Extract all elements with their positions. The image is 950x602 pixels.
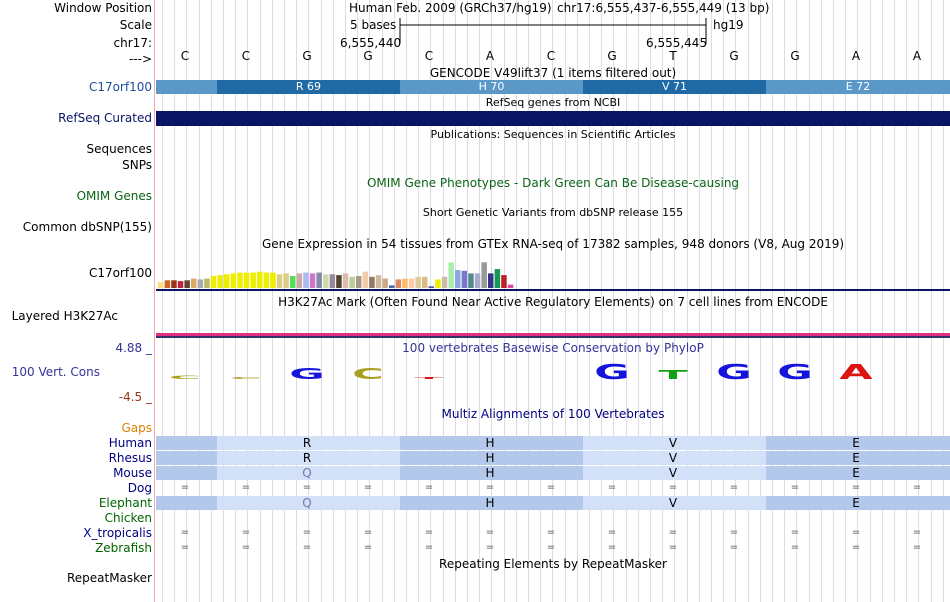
alignment-aa: Q xyxy=(302,496,312,510)
alignment-eq: = xyxy=(668,482,678,493)
base-letter: C xyxy=(241,49,251,63)
base-letter: T xyxy=(669,49,677,63)
alignment-aa: Q xyxy=(302,466,312,480)
base-letter: C xyxy=(424,49,434,63)
gtex-tissue-bar[interactable] xyxy=(481,262,487,288)
cons-logo-letter: T xyxy=(658,368,688,383)
cons-track-label[interactable]: 100 Vert. Cons xyxy=(11,365,100,379)
alignment-eq: = xyxy=(851,542,861,553)
alignment-eq: = xyxy=(241,527,251,538)
gtex-tissue-bar[interactable] xyxy=(462,271,468,288)
species-label[interactable]: Rhesus xyxy=(108,451,152,465)
alignment-block xyxy=(156,451,217,465)
snps-track-label[interactable]: SNPs xyxy=(122,158,152,172)
multiz-track-title: Multiz Alignments of 100 Vertebrates xyxy=(441,407,665,421)
refseq-track-label[interactable]: RefSeq Curated xyxy=(58,111,152,125)
gtex-tissue-bar[interactable] xyxy=(468,273,474,288)
gtex-bar-chart[interactable] xyxy=(156,250,950,292)
gtex-tissue-bar[interactable] xyxy=(356,276,362,288)
cons-track-title: 100 vertebrates Basewise Conservation by PhyloP xyxy=(402,341,704,355)
refseq-track-title: RefSeq genes from NCBI xyxy=(485,96,621,109)
cons-logo-letter: C xyxy=(230,376,262,380)
alignment-row[interactable] xyxy=(156,541,950,555)
gtex-tissue-bar[interactable] xyxy=(264,273,270,288)
gencode-track-label[interactable]: C17orf100 xyxy=(88,80,152,94)
window-position-label: Window Position xyxy=(54,1,152,15)
coord-right: 6,555,445 xyxy=(646,36,708,50)
scale-label: Scale xyxy=(119,18,152,32)
species-label[interactable]: Zebrafish xyxy=(95,541,152,555)
alignment-eq: = xyxy=(607,482,617,493)
gtex-tissue-bar[interactable] xyxy=(217,275,223,288)
db-name: hg19 xyxy=(713,18,744,32)
gtex-tissue-bar[interactable] xyxy=(495,269,501,288)
gtex-tissue-bar[interactable] xyxy=(158,282,164,288)
cons-logo-letter: G xyxy=(594,360,630,384)
alignment-eq: = xyxy=(363,527,373,538)
repeatmasker-track-label[interactable]: RepeatMasker xyxy=(66,571,152,585)
gtex-tissue-bar[interactable] xyxy=(336,275,342,288)
alignment-eq: = xyxy=(790,482,800,493)
alignment-eq: = xyxy=(851,482,861,493)
alignment-eq: = xyxy=(424,542,434,553)
strand-arrow-label: ---> xyxy=(128,52,152,66)
gencode-track-title: GENCODE V49lift37 (1 items filtered out) xyxy=(429,66,677,80)
alignment-eq: = xyxy=(729,542,739,553)
alignment-aa: H xyxy=(485,451,495,465)
gtex-tissue-bar[interactable] xyxy=(204,279,210,288)
gtex-tissue-bar[interactable] xyxy=(501,275,507,288)
gtex-tissue-bar[interactable] xyxy=(211,276,217,288)
gtex-tissue-bar[interactable] xyxy=(198,279,204,288)
gtex-tissue-bar[interactable] xyxy=(244,273,250,288)
alignment-eq: = xyxy=(729,482,739,493)
gtex-tissue-bar[interactable] xyxy=(310,273,316,288)
gtex-tissue-bar[interactable] xyxy=(409,279,415,288)
gtex-tissue-bar[interactable] xyxy=(382,279,388,288)
alignment-eq: = xyxy=(851,527,861,538)
gtex-tissue-bar[interactable] xyxy=(178,281,184,288)
alignment-eq: = xyxy=(485,542,495,553)
base-letter: G xyxy=(302,49,312,63)
alignment-eq: = xyxy=(912,527,922,538)
chrom-label: chr17: xyxy=(113,36,152,50)
gtex-tissue-bar[interactable] xyxy=(435,279,441,288)
alignment-eq: = xyxy=(790,527,800,538)
cons-logo-letter: A xyxy=(839,360,873,384)
cons-logo-letter: T xyxy=(414,376,444,380)
alignment-aa: V xyxy=(668,466,678,480)
scale-bar-text: 5 bases xyxy=(350,18,397,32)
h3k27ac-baseline xyxy=(156,336,950,338)
position-readout: chr17:6,555,437-6,555,449 (13 bp) xyxy=(557,1,770,15)
base-letter: G xyxy=(607,49,617,63)
gtex-tissue-bar[interactable] xyxy=(290,276,296,288)
gtex-tissue-bar[interactable] xyxy=(508,285,514,288)
species-label[interactable]: X_tropicalis xyxy=(83,526,152,540)
gencode-codon[interactable] xyxy=(766,80,950,94)
base-letter: C xyxy=(546,49,556,63)
codon-label: R 69 xyxy=(295,80,322,93)
gtex-tissue-bar[interactable] xyxy=(429,286,435,288)
species-label[interactable]: Elephant xyxy=(98,496,152,510)
gtex-tissue-bar[interactable] xyxy=(389,285,395,288)
repeatmasker-track-title: Repeating Elements by RepeatMasker xyxy=(439,557,667,571)
track-data-area[interactable] xyxy=(156,0,950,602)
gtex-tissue-bar[interactable] xyxy=(415,277,421,288)
omim-track-title: OMIM Gene Phenotypes - Dark Green Can Be Disease-causing xyxy=(366,176,740,190)
cons-logo-letter: C xyxy=(352,364,384,383)
gtex-tissue-bar[interactable] xyxy=(184,280,190,288)
alignment-eq: = xyxy=(241,482,251,493)
gtex-tissue-bar[interactable] xyxy=(283,273,289,288)
alignment-eq: = xyxy=(668,527,678,538)
h3k27ac-track-title: H3K27Ac Mark (Often Found Near Active Regulatory Elements) on 7 cell lines from ENCODE xyxy=(278,295,828,309)
alignment-aa: H xyxy=(485,436,495,450)
alignment-eq: = xyxy=(607,542,617,553)
gtex-tissue-bar[interactable] xyxy=(448,262,454,288)
alignment-aa: V xyxy=(668,436,678,450)
gtex-tissue-bar[interactable] xyxy=(396,279,402,288)
cons-logo-letter: G xyxy=(716,360,752,384)
gtex-tissue-bar[interactable] xyxy=(369,277,375,288)
alignment-eq: = xyxy=(546,482,556,493)
alignment-eq: = xyxy=(180,482,190,493)
cons-logo-letter: G xyxy=(289,364,325,383)
omim-track-label[interactable]: OMIM Genes xyxy=(76,189,152,203)
gtex-tissue-bar[interactable] xyxy=(488,273,494,288)
species-label[interactable]: Chicken xyxy=(104,511,152,525)
h3k27ac-track-label[interactable]: Layered H3K27Ac xyxy=(11,309,118,323)
alignment-eq: = xyxy=(607,527,617,538)
dbsnp-track-label[interactable]: Common dbSNP(155) xyxy=(22,220,152,234)
alignment-row[interactable] xyxy=(156,511,950,525)
alignment-eq: = xyxy=(424,527,434,538)
gtex-tissue-bar[interactable] xyxy=(297,273,303,288)
alignment-row[interactable] xyxy=(156,526,950,540)
alignment-eq: = xyxy=(302,482,312,493)
gtex-tissue-bar[interactable] xyxy=(455,270,461,288)
alignment-aa: H xyxy=(485,496,495,510)
gencode-codon[interactable] xyxy=(217,80,400,94)
alignment-row[interactable] xyxy=(156,436,950,450)
alignment-aa: V xyxy=(668,451,678,465)
alignment-aa: H xyxy=(485,466,495,480)
base-letter: A xyxy=(485,49,495,63)
gtex-track-label[interactable]: C17orf100 xyxy=(88,266,152,280)
gtex-tissue-bar[interactable] xyxy=(402,279,408,288)
conservation-logo[interactable] xyxy=(156,355,950,405)
codon-label: H 70 xyxy=(478,80,505,93)
gencode-codon[interactable] xyxy=(400,80,583,94)
gtex-tissue-bar[interactable] xyxy=(363,272,369,288)
gtex-tissue-bar[interactable] xyxy=(475,273,481,288)
alignment-eq: = xyxy=(912,482,922,493)
gtex-tissue-bar[interactable] xyxy=(442,277,448,288)
gtex-tissue-bar[interactable] xyxy=(316,273,322,288)
refseq-gene-bar[interactable] xyxy=(156,111,950,126)
codon-label: V 71 xyxy=(661,80,688,93)
sequences-track-label[interactable]: Sequences xyxy=(86,142,152,156)
track-label-column xyxy=(0,0,154,602)
alignment-eq: = xyxy=(363,482,373,493)
gtex-tissue-bar[interactable] xyxy=(237,273,243,288)
dbsnp-track-title: Short Genetic Variants from dbSNP release 155 xyxy=(422,206,684,219)
codon-label: E 72 xyxy=(845,80,871,93)
alignment-row[interactable] xyxy=(156,466,950,480)
alignment-eq: = xyxy=(180,542,190,553)
alignment-eq: = xyxy=(241,542,251,553)
base-letter: A xyxy=(912,49,922,63)
publications-track-title: Publications: Sequences in Scientific Articles xyxy=(430,128,676,141)
assembly-title: Human Feb. 2009 (GRCh37/hg19) xyxy=(349,1,552,15)
gtex-tissue-bar[interactable] xyxy=(257,272,263,288)
gtex-tissue-bar[interactable] xyxy=(422,277,428,288)
alignment-block xyxy=(156,496,217,510)
label-divider xyxy=(154,0,155,602)
alignment-aa: R xyxy=(302,451,312,465)
gtex-tissue-bar[interactable] xyxy=(330,274,336,288)
alignment-eq: = xyxy=(546,542,556,553)
cons-min-label: -4.5 _ xyxy=(118,390,152,404)
base-letter: G xyxy=(363,49,373,63)
alignment-eq: = xyxy=(180,527,190,538)
gtex-tissue-bar[interactable] xyxy=(171,280,177,288)
gtex-tissue-bar[interactable] xyxy=(224,274,230,288)
species-label[interactable]: Human xyxy=(108,436,152,450)
coord-left: 6,555,440 xyxy=(340,36,402,50)
cons-logo-letter: G xyxy=(777,360,813,384)
alignment-aa: E xyxy=(852,451,860,465)
gtex-tissue-bar[interactable] xyxy=(250,273,256,288)
gtex-tissue-bar[interactable] xyxy=(323,274,329,288)
alignment-eq: = xyxy=(424,482,434,493)
alignment-eq: = xyxy=(546,527,556,538)
alignment-block xyxy=(156,466,217,480)
cons-max-label: 4.88 _ xyxy=(115,341,152,355)
alignment-eq: = xyxy=(790,542,800,553)
species-label[interactable]: Mouse xyxy=(113,466,152,480)
alignment-eq: = xyxy=(302,542,312,553)
gtex-tissue-bar[interactable] xyxy=(303,273,309,288)
gtex-tissue-bar[interactable] xyxy=(343,273,349,288)
alignment-aa: E xyxy=(852,496,860,510)
alignment-eq: = xyxy=(912,542,922,553)
gtex-tissue-bar[interactable] xyxy=(349,277,355,288)
gencode-codon[interactable] xyxy=(583,80,766,94)
alignment-aa: E xyxy=(852,436,860,450)
alignment-eq: = xyxy=(668,542,678,553)
species-label[interactable]: Dog xyxy=(127,481,152,495)
gaps-label: Gaps xyxy=(121,421,152,435)
gtex-tissue-bar[interactable] xyxy=(231,273,237,288)
gtex-tissue-bar[interactable] xyxy=(191,279,197,288)
base-letter: C xyxy=(180,49,190,63)
alignment-aa: R xyxy=(302,436,312,450)
alignment-eq: = xyxy=(729,527,739,538)
gtex-tissue-bar[interactable] xyxy=(270,273,276,288)
alignment-eq: = xyxy=(302,527,312,538)
base-letter: G xyxy=(790,49,800,63)
alignment-eq: = xyxy=(363,542,373,553)
alignment-aa: V xyxy=(668,496,678,510)
alignment-block xyxy=(156,436,217,450)
alignment-row[interactable] xyxy=(156,451,950,465)
gtex-tissue-bar[interactable] xyxy=(165,280,171,288)
gtex-tissue-bar[interactable] xyxy=(277,274,283,288)
alignment-eq: = xyxy=(485,527,495,538)
alignment-eq: = xyxy=(485,482,495,493)
gencode-utr-block[interactable] xyxy=(156,80,217,94)
alignment-row[interactable] xyxy=(156,496,950,510)
gtex-tissue-bar[interactable] xyxy=(376,275,382,288)
base-letter: G xyxy=(729,49,739,63)
alignment-row[interactable] xyxy=(156,481,950,495)
alignment-aa: E xyxy=(852,466,860,480)
gtex-track-title: Gene Expression in 54 tissues from GTEx RNA-seq of 17382 samples, 948 donors (V8, Aug 2019) xyxy=(261,237,845,251)
base-letter: A xyxy=(851,49,861,63)
cons-logo-letter: C xyxy=(169,375,201,381)
